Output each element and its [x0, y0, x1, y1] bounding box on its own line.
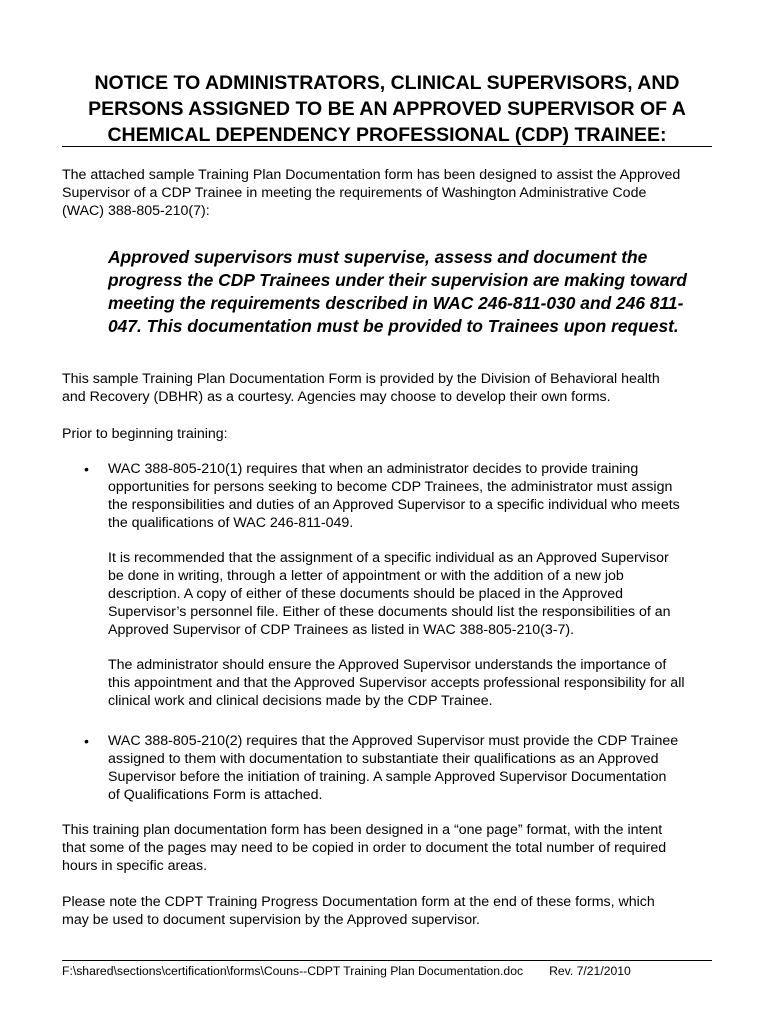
text-line: Supervisor’s personnel file. Either of these documents should list the responsibilities of an: [108, 604, 671, 620]
text-line: WAC 388-805-210(1) requires that when an administrator decides to provide training: [108, 461, 639, 477]
file-path: F:\shared\sections\certification\forms\Couns--CDPT Training Plan Documentation.doc: [62, 964, 524, 978]
text-line: Approved Supervisor of CDP Trainees as listed in WAC 388-805-210(3-7).: [108, 622, 575, 638]
title-line: CHEMICAL DEPENDENCY PROFESSIONAL (CDP) TRAINEE:: [107, 124, 667, 146]
footer-divider: [62, 960, 712, 961]
text-line: of Qualifications Form is attached.: [108, 787, 323, 803]
progress-form-note: [62, 893, 722, 929]
text-line: Please note the CDPT Training Progress Documentation form at the end of these forms, which: [62, 894, 655, 910]
text-line: The attached sample Training Plan Documentation form has been designed to assist the Approved: [62, 167, 681, 183]
text-line: and Recovery (DBHR) as a courtesy. Agencies may choose to develop their own forms.: [62, 389, 611, 405]
text-line: clinical work and clinical decisions made by the CDP Trainee.: [108, 693, 493, 709]
prior-to-training-heading: Prior to beginning training:: [62, 426, 228, 442]
courtesy-paragraph: [62, 370, 722, 406]
text-line: WAC 388-805-210(2) requires that the Approved Supervisor must provide the CDP Trainee: [108, 733, 679, 749]
text-line: 047. This documentation must be provided to Trainees upon request.: [108, 316, 679, 336]
text-line: may be used to document supervision by the Approved supervisor.: [62, 912, 480, 928]
text-line: The administrator should ensure the Approved Supervisor understands the importance of: [108, 657, 667, 673]
text-line: be done in writing, through a letter of appointment or with the addition of a new job: [108, 568, 624, 584]
text-line: It is recommended that the assignment of a specific individual as an Approved Supervisor: [108, 550, 669, 566]
bullet-paragraph: [108, 732, 728, 804]
page-footer: [62, 963, 631, 979]
text-line: meeting the requirements described in WAC 246-811-030 and 246 811-: [108, 293, 684, 313]
supervision-requirement-callout: [108, 246, 728, 338]
text-line: Approved supervisors must supervise, assess and document the: [108, 247, 648, 267]
text-line: that some of the pages may need to be copied in order to document the total number of required: [62, 840, 667, 856]
text-line: the qualifications of WAC 246-811-049.: [108, 515, 354, 531]
text-line: This training plan documentation form has been designed in a “one page” format, with the intent: [62, 822, 663, 838]
one-page-format-paragraph: [62, 821, 722, 875]
text-line: Supervisor of a CDP Trainee in meeting the requirements of Washington Administrative Code: [62, 185, 647, 201]
title-line: NOTICE TO ADMINISTRATORS, CLINICAL SUPERVISORS, AND: [94, 72, 680, 94]
text-line: (WAC) 388-805-210(7):: [62, 203, 210, 219]
notice-title: [62, 70, 712, 148]
text-line: description. A copy of either of these documents should be placed in the Approved: [108, 586, 624, 602]
bullet-paragraph: [108, 460, 728, 532]
bullet-icon: •: [84, 733, 89, 749]
bullet-paragraph: [108, 656, 728, 710]
text-line: Supervisor before the initiation of training. A sample Approved Supervisor Documentation: [108, 769, 667, 785]
text-line: This sample Training Plan Documentation Form is provided by the Division of Behavioral health: [62, 371, 660, 387]
text-line: opportunities for persons seeking to become CDP Trainees, the administrator must assign: [108, 479, 673, 495]
text-line: progress the CDP Trainees under their supervision are making toward: [108, 270, 687, 290]
text-line: hours in specific areas.: [62, 858, 208, 874]
title-divider: [62, 146, 712, 147]
title-line: PERSONS ASSIGNED TO BE AN APPROVED SUPERVISOR OF A: [88, 98, 686, 120]
text-line: this appointment and that the Approved Supervisor accepts professional responsibility for all: [108, 675, 685, 691]
bullet-icon: •: [84, 461, 89, 477]
bullet-paragraph: [108, 549, 728, 639]
text-line: the responsibilities and duties of an Approved Supervisor to a specific individual who meets: [108, 497, 680, 513]
revision-date: Rev. 7/21/2010: [549, 964, 631, 978]
intro-paragraph: [62, 166, 722, 220]
text-line: assigned to them with documentation to substantiate their qualifications as an Approved: [108, 751, 659, 767]
